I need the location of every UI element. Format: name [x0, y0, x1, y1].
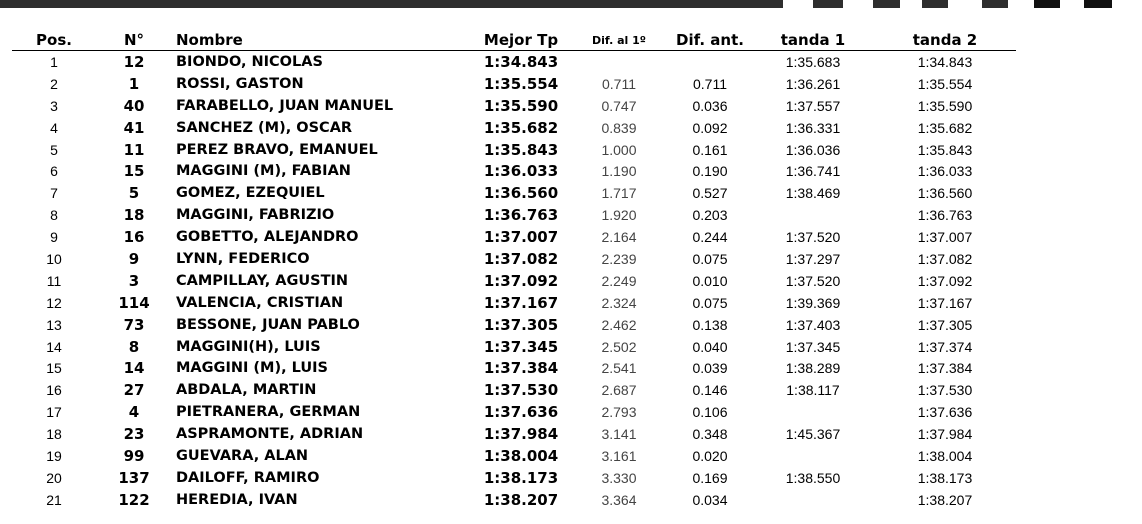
- col-header-dif-ant: Dif. ant.: [668, 30, 752, 51]
- cell-session-1-time: [752, 489, 874, 511]
- cell-pos: 21: [46, 491, 62, 508]
- cell-best-time: 1:34.843: [483, 52, 559, 71]
- cell-number: 73: [123, 315, 145, 334]
- table-row: [12, 270, 1016, 292]
- header-banner-strip: [0, 0, 1142, 8]
- table-row: [12, 314, 1016, 336]
- cell-session-1-time: 1:37.520: [785, 272, 841, 289]
- cell-gap-to-previous: 0.169: [692, 469, 728, 486]
- cell-number: 122: [118, 490, 150, 509]
- cell-number: 23: [123, 425, 145, 444]
- cell-gap-to-previous: 0.203: [692, 207, 728, 224]
- checkered-flag-square: [1060, 0, 1084, 8]
- cell-driver-name: MAGGINI (M), FABIAN: [176, 163, 351, 180]
- cell-number: 15: [123, 162, 145, 181]
- cell-gap-to-first: 2.324: [601, 294, 637, 311]
- cell-gap-to-first: 2.462: [601, 316, 637, 333]
- cell-best-time: 1:37.092: [483, 271, 559, 290]
- cell-number: 14: [123, 359, 145, 378]
- checkered-flag-square: [1084, 0, 1112, 8]
- cell-number: 41: [123, 118, 145, 137]
- cell-session-1-time: 1:38.469: [785, 185, 841, 202]
- cell-best-time: 1:37.007: [483, 228, 559, 247]
- table-row: [12, 379, 1016, 401]
- cell-session-1-time: 1:36.331: [785, 119, 841, 136]
- cell-gap-to-previous: 0.348: [692, 426, 728, 443]
- table-row: [12, 182, 1016, 204]
- cell-gap-to-previous: 0.039: [692, 360, 728, 377]
- cell-number: 40: [123, 96, 145, 115]
- cell-session-1-time: 1:36.036: [785, 141, 841, 158]
- cell-gap-to-first: 0.711: [602, 75, 636, 92]
- cell-number: 18: [123, 206, 145, 225]
- cell-gap-to-previous: 0.092: [692, 119, 728, 136]
- cell-best-time: 1:37.167: [483, 293, 559, 312]
- cell-session-1-time: 1:38.289: [785, 360, 841, 377]
- col-header-mejor-tp: Mejor Tp: [472, 30, 570, 51]
- cell-best-time: 1:37.345: [483, 337, 559, 356]
- cell-number: 16: [123, 228, 145, 247]
- cell-pos: 14: [46, 338, 62, 355]
- cell-session-2-time: 1:37.082: [917, 250, 973, 267]
- checkered-flag-square: [843, 0, 873, 8]
- cell-gap-to-first: 1.190: [601, 163, 637, 180]
- cell-gap-to-previous: 0.244: [692, 229, 728, 246]
- cell-session-1-time: [752, 401, 874, 423]
- col-header-nombre: Nombre: [172, 30, 472, 51]
- cell-best-time: 1:37.082: [483, 249, 559, 268]
- cell-gap-to-first: 0.839: [601, 119, 637, 136]
- cell-number: 11: [123, 140, 145, 159]
- cell-session-2-time: 1:35.682: [917, 119, 973, 136]
- cell-driver-name: BESSONE, JUAN PABLO: [176, 316, 360, 333]
- cell-session-1-time: 1:37.403: [785, 316, 841, 333]
- cell-session-1-time: 1:36.261: [785, 75, 841, 92]
- cell-number: 99: [123, 446, 145, 465]
- cell-gap-to-previous: 0.161: [692, 141, 728, 158]
- cell-gap-to-first: 3.330: [601, 469, 637, 486]
- table-row: [12, 73, 1016, 95]
- table-row: [12, 248, 1016, 270]
- cell-session-2-time: 1:37.007: [917, 229, 973, 246]
- cell-session-2-time: 1:37.984: [917, 426, 973, 443]
- cell-best-time: 1:35.682: [483, 118, 559, 137]
- cell-number: 4: [128, 403, 140, 422]
- cell-driver-name: MAGGINI (M), LUIS: [176, 360, 329, 377]
- cell-gap-to-previous: [668, 51, 752, 73]
- cell-number: 5: [128, 184, 140, 203]
- cell-session-1-time: [752, 204, 874, 226]
- cell-session-2-time: 1:36.560: [917, 185, 973, 202]
- cell-driver-name: SANCHEZ (M), OSCAR: [176, 119, 353, 136]
- cell-session-2-time: 1:37.167: [917, 294, 973, 311]
- cell-gap-to-first: 2.541: [601, 360, 637, 377]
- table-row: [12, 95, 1016, 117]
- cell-best-time: 1:37.636: [483, 403, 559, 422]
- cell-session-2-time: 1:34.843: [917, 53, 973, 70]
- cell-gap-to-previous: 0.034: [692, 491, 728, 508]
- cell-pos: 4: [50, 119, 58, 136]
- cell-session-1-time: 1:38.550: [785, 469, 841, 486]
- cell-session-2-time: 1:37.374: [917, 338, 973, 355]
- cell-best-time: 1:36.033: [483, 162, 559, 181]
- col-header-dif-al-1: Dif. al 1º: [570, 30, 668, 51]
- cell-gap-to-first: 2.239: [601, 250, 637, 267]
- cell-pos: 15: [46, 360, 62, 377]
- cell-number: 137: [118, 468, 150, 487]
- cell-pos: 1: [50, 53, 58, 70]
- checkered-flag-square: [1008, 0, 1034, 8]
- table-row: [12, 336, 1016, 358]
- cell-session-1-time: [752, 445, 874, 467]
- cell-gap-to-previous: 0.146: [692, 382, 728, 399]
- cell-session-2-time: 1:38.207: [917, 491, 973, 508]
- cell-session-1-time: 1:37.520: [785, 229, 841, 246]
- cell-driver-name: GUEVARA, ALAN: [176, 447, 309, 464]
- table-row: [12, 160, 1016, 182]
- cell-gap-to-previous: 0.040: [692, 338, 728, 355]
- cell-session-2-time: 1:36.033: [917, 163, 973, 180]
- cell-session-1-time: 1:37.557: [785, 97, 841, 114]
- cell-gap-to-previous: 0.036: [692, 97, 728, 114]
- cell-pos: 10: [46, 250, 62, 267]
- cell-gap-to-previous: 0.106: [692, 404, 728, 421]
- table-row: [12, 292, 1016, 314]
- cell-session-1-time: 1:37.345: [785, 338, 841, 355]
- cell-driver-name: MAGGINI(H), LUIS: [176, 338, 321, 355]
- classification-table: [12, 30, 1016, 511]
- cell-session-2-time: 1:37.092: [917, 272, 973, 289]
- cell-session-2-time: 1:37.530: [917, 382, 973, 399]
- table-row: [12, 139, 1016, 161]
- cell-session-2-time: 1:37.636: [917, 404, 973, 421]
- table-row: [12, 357, 1016, 379]
- cell-driver-name: HEREDIA, IVAN: [176, 491, 298, 508]
- cell-driver-name: PIETRANERA, GERMAN: [176, 404, 361, 421]
- cell-gap-to-previous: 0.527: [692, 185, 728, 202]
- cell-session-2-time: 1:35.554: [917, 75, 973, 92]
- table-row: [12, 489, 1016, 511]
- cell-gap-to-first: 3.141: [601, 426, 637, 443]
- cell-best-time: 1:37.305: [483, 315, 559, 334]
- cell-pos: 13: [46, 316, 62, 333]
- cell-session-2-time: 1:38.173: [917, 469, 973, 486]
- cell-best-time: 1:37.384: [483, 359, 559, 378]
- checkered-flag-square: [783, 0, 813, 8]
- cell-gap-to-previous: 0.138: [692, 316, 728, 333]
- cell-best-time: 1:37.984: [483, 425, 559, 444]
- cell-driver-name: DAILOFF, RAMIRO: [176, 469, 320, 486]
- cell-best-time: 1:38.004: [483, 446, 559, 465]
- table-row: [12, 226, 1016, 248]
- cell-session-2-time: 1:38.004: [917, 447, 973, 464]
- cell-gap-to-previous: 0.711: [693, 75, 727, 92]
- col-header-tanda-2: tanda 2: [874, 30, 1016, 51]
- cell-pos: 17: [46, 404, 62, 421]
- cell-driver-name: VALENCIA, CRISTIAN: [176, 294, 344, 311]
- cell-session-2-time: 1:35.590: [917, 97, 973, 114]
- cell-gap-to-previous: 0.010: [692, 272, 728, 289]
- cell-pos: 12: [46, 294, 62, 311]
- checkered-flag-square: [1112, 0, 1142, 8]
- cell-number: 1: [128, 74, 140, 93]
- cell-best-time: 1:35.590: [483, 96, 559, 115]
- cell-gap-to-first: 3.161: [601, 447, 637, 464]
- cell-best-time: 1:35.843: [483, 140, 559, 159]
- cell-number: 114: [118, 293, 150, 312]
- cell-pos: 19: [46, 447, 62, 464]
- cell-pos: 7: [50, 185, 58, 202]
- table-row: [12, 51, 1016, 73]
- cell-session-1-time: 1:35.683: [785, 53, 841, 70]
- checkered-flag-square: [948, 0, 982, 8]
- cell-driver-name: FARABELLO, JUAN MANUEL: [176, 97, 394, 114]
- cell-gap-to-first: 2.502: [601, 338, 637, 355]
- cell-driver-name: ASPRAMONTE, ADRIAN: [176, 426, 364, 443]
- col-header-tanda-1: tanda 1: [752, 30, 874, 51]
- cell-gap-to-first: 1.000: [601, 141, 637, 158]
- cell-pos: 9: [50, 229, 58, 246]
- cell-pos: 6: [50, 163, 58, 180]
- cell-driver-name: BIONDO, NICOLAS: [176, 53, 323, 70]
- cell-pos: 2: [50, 75, 58, 92]
- cell-session-2-time: 1:35.843: [917, 141, 973, 158]
- cell-pos: 20: [46, 469, 62, 486]
- cell-gap-to-first: 2.249: [601, 272, 637, 289]
- cell-best-time: 1:37.530: [483, 381, 559, 400]
- cell-session-1-time: 1:38.117: [786, 382, 840, 399]
- cell-session-1-time: 1:37.297: [785, 250, 841, 267]
- cell-gap-to-first: 1.717: [601, 185, 637, 202]
- cell-pos: 16: [46, 382, 62, 399]
- cell-gap-to-previous: 0.020: [692, 447, 728, 464]
- cell-session-1-time: 1:45.367: [785, 426, 841, 443]
- table-row: [12, 204, 1016, 226]
- cell-driver-name: MAGGINI, FABRIZIO: [176, 207, 335, 224]
- cell-pos: 11: [46, 272, 62, 289]
- cell-session-1-time: 1:36.741: [785, 163, 841, 180]
- cell-driver-name: CAMPILLAY, AGUSTIN: [176, 272, 349, 289]
- col-header-pos: Pos.: [12, 30, 96, 51]
- table-row: [12, 117, 1016, 139]
- cell-best-time: 1:38.173: [483, 468, 559, 487]
- cell-gap-to-first: 0.747: [601, 97, 637, 114]
- col-header-num: N°: [96, 30, 172, 51]
- cell-best-time: 1:36.763: [483, 206, 559, 225]
- cell-driver-name: LYNN, FEDERICO: [176, 250, 310, 267]
- table-row: [12, 423, 1016, 445]
- cell-driver-name: ROSSI, GASTON: [176, 75, 304, 92]
- cell-number: 12: [123, 52, 145, 71]
- table-row: [12, 467, 1016, 489]
- cell-session-1-time: 1:39.369: [785, 294, 841, 311]
- cell-gap-to-previous: 0.075: [692, 294, 728, 311]
- cell-gap-to-first: 1.920: [601, 207, 637, 224]
- cell-gap-to-first: 3.364: [601, 491, 637, 508]
- cell-session-2-time: 1:36.763: [917, 207, 973, 224]
- cell-gap-to-previous: 0.190: [692, 163, 728, 180]
- cell-driver-name: ABDALA, MARTIN: [176, 382, 317, 399]
- cell-session-2-time: 1:37.384: [917, 360, 973, 377]
- cell-number: 9: [128, 249, 140, 268]
- cell-gap-to-first: 2.793: [601, 404, 637, 421]
- cell-gap-to-first: 2.164: [601, 229, 637, 246]
- cell-pos: 5: [50, 141, 58, 158]
- table-header-row: [12, 30, 1016, 51]
- cell-pos: 18: [46, 426, 62, 443]
- cell-driver-name: GOBETTO, ALEJANDRO: [176, 229, 359, 246]
- cell-best-time: 1:35.554: [483, 74, 559, 93]
- table-row: [12, 401, 1016, 423]
- cell-pos: 3: [50, 97, 58, 114]
- checkered-flag-square: [1034, 0, 1060, 8]
- cell-pos: 8: [50, 207, 58, 224]
- cell-number: 3: [128, 271, 140, 290]
- cell-driver-name: PEREZ BRAVO, EMANUEL: [176, 141, 378, 158]
- cell-number: 27: [123, 381, 145, 400]
- cell-gap-to-previous: 0.075: [692, 250, 728, 267]
- cell-session-2-time: 1:37.305: [917, 316, 973, 333]
- cell-driver-name: GOMEZ, EZEQUIEL: [176, 185, 325, 202]
- cell-number: 8: [128, 337, 140, 356]
- checkered-flag-square: [900, 0, 922, 8]
- cell-gap-to-first: 2.687: [601, 382, 637, 399]
- cell-gap-to-first: [570, 51, 668, 73]
- table-row: [12, 445, 1016, 467]
- cell-best-time: 1:36.560: [483, 184, 559, 203]
- cell-best-time: 1:38.207: [483, 490, 559, 509]
